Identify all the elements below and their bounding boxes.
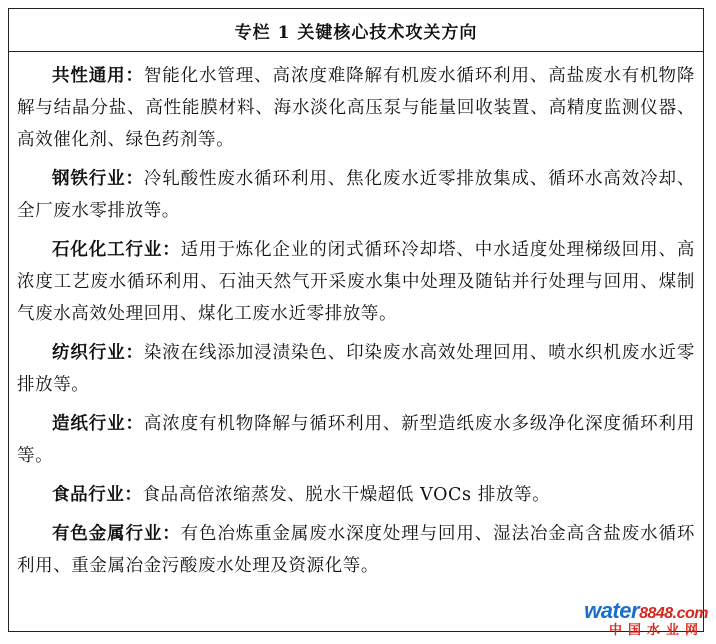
paragraph-label: 纺织行业： xyxy=(52,343,144,363)
paragraph-text: 智能化水管理、高浓度难降解有机废水循环利用、高盐废水有机物降解与结晶分盐、高性能膜材料、海水淡化高压泵与能量回收装置、高精度监测仪器、高效催化剂、绿色药剂等。 xyxy=(17,66,696,150)
paragraph-text: 高浓度有机物降解与循环利用、新型造纸废水多级净化深度循环利用等。 xyxy=(17,414,696,466)
box-content xyxy=(9,52,703,582)
watermark-suffix: 8848.com xyxy=(639,605,708,622)
paragraph-food xyxy=(17,479,695,511)
feature-box xyxy=(8,8,704,632)
paragraph-label: 食品行业： xyxy=(52,485,143,505)
paragraph-common xyxy=(17,60,695,156)
paragraph-label: 钢铁行业： xyxy=(52,169,144,189)
paragraph-nonferrous xyxy=(17,518,695,582)
paragraph-paper xyxy=(17,408,695,472)
paragraph-label: 共性通用： xyxy=(52,66,144,86)
paragraph-steel xyxy=(17,163,695,227)
paragraph-petrochemical xyxy=(17,234,695,330)
paragraph-label: 石化化工行业： xyxy=(52,240,181,260)
paragraph-label: 造纸行业： xyxy=(52,414,144,434)
paragraph-text: 食品高倍浓缩蒸发、脱水干燥超低 VOCs 排放等。 xyxy=(142,485,551,505)
watermark-prefix: water xyxy=(584,598,640,623)
paragraph-text: 冷轧酸性废水循环利用、焦化废水近零排放集成、循环水高效冷却、全厂废水零排放等。 xyxy=(17,169,696,221)
paragraph-text: 有色冶炼重金属废水深度处理与回用、湿法冶金高含盐废水循环利用、重金属冶金污酸废水处理及资源化等。 xyxy=(17,524,695,576)
box-title: 专栏 1 关键核心技术攻关方向 xyxy=(9,9,703,52)
paragraph-textile xyxy=(17,337,695,401)
paragraph-text: 适用于炼化企业的闭式循环冷却塔、中水适度处理梯级回用、高浓度工艺废水循环利用、石油天然气开采废水集中处理及随钻并行处理与回用、煤制气废水高效处理回用、煤化工废水近零排放等。 xyxy=(17,240,695,324)
watermark-logo xyxy=(580,598,708,638)
paragraph-text: 染液在线添加浸渍染色、印染废水高效处理回用、喷水织机废水近零排放等。 xyxy=(17,343,696,395)
paragraph-label: 有色金属行业： xyxy=(52,524,181,544)
watermark-subtitle: 中国水业网 xyxy=(608,622,704,637)
